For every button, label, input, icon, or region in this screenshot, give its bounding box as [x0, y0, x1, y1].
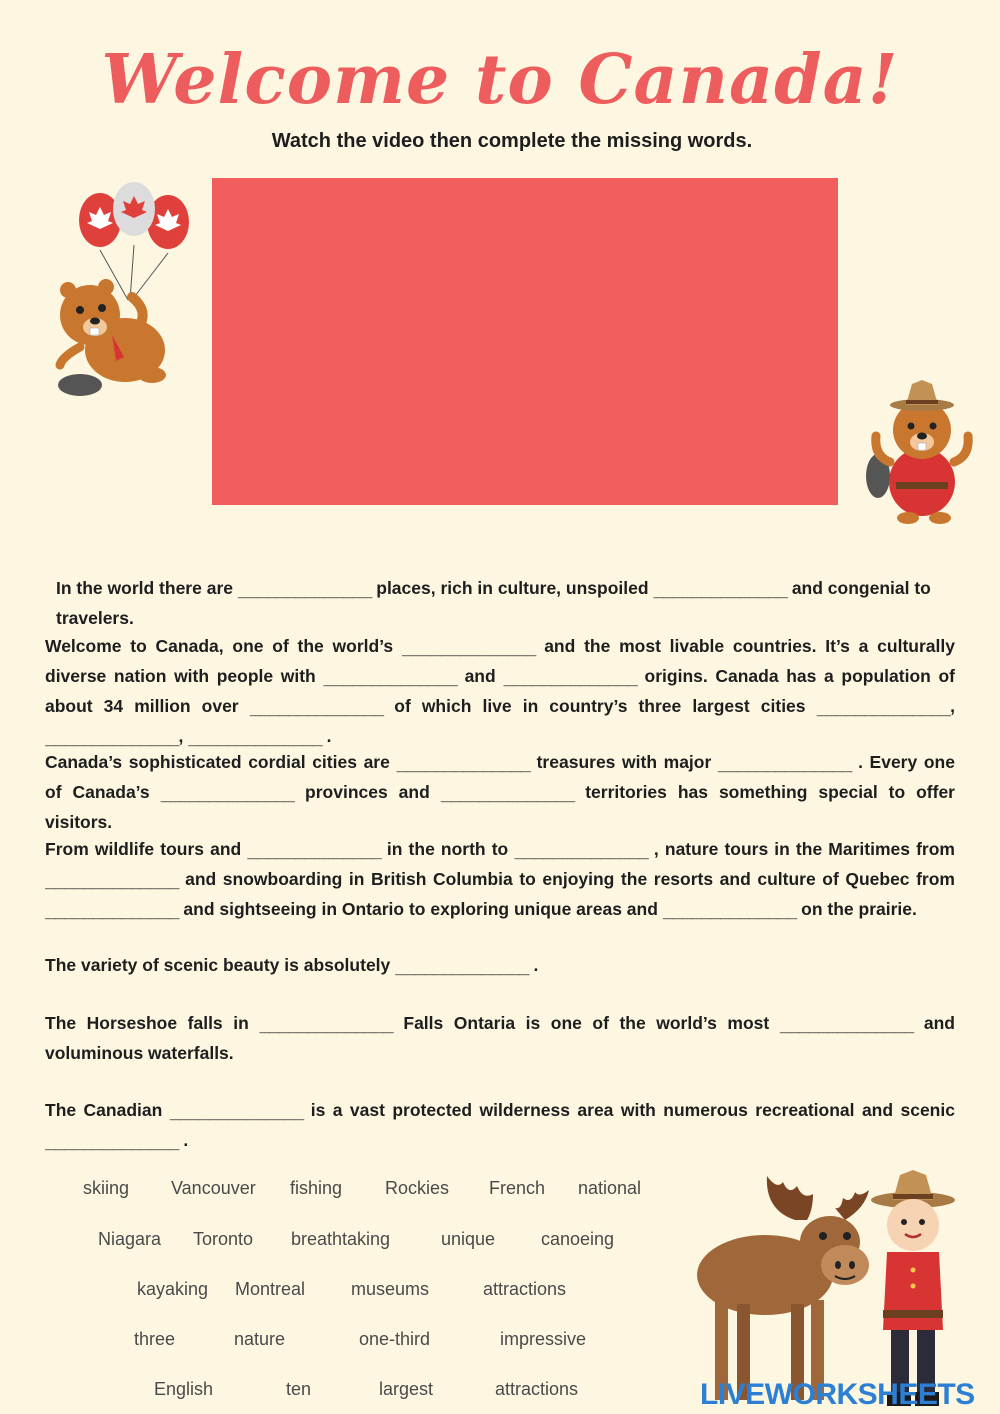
text: In the world there are [56, 578, 233, 598]
blank-3-2[interactable]: ______________ [717, 753, 852, 773]
word-bank-item[interactable]: kayaking [137, 1279, 209, 1299]
word-bank-item[interactable]: fishing [290, 1178, 343, 1198]
text: From wildlife tours and [45, 839, 242, 859]
text: The Canadian [45, 1100, 163, 1120]
word-bank-item[interactable]: ten [286, 1379, 312, 1399]
text: . [326, 726, 332, 746]
text: on the prairie. [801, 899, 917, 919]
page-title: Welcome to Canada! [101, 40, 899, 120]
paragraph-4 [45, 835, 955, 925]
blank-4-3[interactable]: ______________ [45, 870, 179, 890]
blank-3-3[interactable]: ______________ [160, 783, 295, 803]
video-player[interactable] [212, 178, 838, 505]
blank-6-2[interactable]: ______________ [779, 1014, 914, 1034]
blank-2-1[interactable]: ______________ [401, 637, 536, 657]
word-bank-item[interactable]: Toronto [193, 1229, 254, 1249]
beaver-ranger-illustration [860, 378, 980, 526]
paragraph-6 [45, 1009, 955, 1068]
blank-2-4[interactable]: ______________ [249, 697, 384, 717]
text: and [464, 666, 496, 686]
text: Welcome to Canada, one of the world’s [45, 636, 394, 656]
word-bank-item[interactable]: impressive [500, 1329, 587, 1349]
word-bank-item[interactable]: attractions [495, 1379, 579, 1399]
word-bank-item[interactable]: Rockies [385, 1178, 450, 1198]
paragraph-2 [45, 632, 955, 752]
beaver-balloons-illustration [40, 175, 190, 405]
blank-3-1[interactable]: ______________ [396, 753, 530, 773]
blank-3-4[interactable]: ______________ [440, 783, 575, 803]
blank-4-4[interactable]: ______________ [45, 900, 179, 920]
paragraph-3 [45, 748, 955, 837]
text: territories has something special to offer visitors. [45, 782, 955, 832]
text: and the most livable countries. It’s a culturally diverse nation with people with [45, 636, 955, 686]
blank-2-3[interactable]: ______________ [503, 667, 637, 687]
text: . [533, 955, 539, 975]
text: is a vast protected wilderness area with numerous recreational and scenic [310, 1100, 955, 1120]
text: and snowboarding in British Columbia to enjoying the resorts and culture of Quebec from [185, 869, 955, 889]
text: and sightseeing in Ontario to exploring unique areas and [183, 899, 658, 919]
word-bank-item[interactable]: nature [234, 1329, 286, 1349]
instructions: Watch the video then complete the missing words. [271, 130, 753, 152]
text: and voluminous waterfalls. [45, 1013, 955, 1063]
blank-2-5[interactable]: ______________ [816, 697, 951, 717]
text: , nature tours in the Maritimes from [653, 839, 955, 859]
text: treasures with major [536, 752, 712, 772]
blank-4-2[interactable]: ______________ [514, 840, 648, 860]
word-bank-item[interactable]: attractions [483, 1279, 567, 1299]
paragraph-5 [45, 951, 955, 981]
paragraph-7 [45, 1096, 955, 1156]
blank-7-1[interactable]: ______________ [169, 1101, 304, 1121]
text: and congenial to travelers. [56, 578, 931, 628]
text: Canada’s sophisticated cordial cities are [45, 752, 390, 772]
blank-2-7[interactable]: ______________ [188, 727, 322, 747]
word-bank-item[interactable]: canoeing [541, 1229, 615, 1249]
word-bank-item[interactable]: breathtaking [291, 1229, 391, 1249]
word-bank-item[interactable]: largest [379, 1379, 434, 1399]
word-bank-item[interactable]: French [489, 1178, 546, 1198]
blank-2-6[interactable]: ______________ [45, 727, 179, 747]
blank-1-1[interactable]: ______________ [237, 579, 372, 599]
liveworksheets-logo: LIVEWORKSHEETS [700, 1378, 975, 1411]
blank-6-1[interactable]: ______________ [259, 1014, 393, 1034]
word-bank-item[interactable]: Niagara [98, 1229, 162, 1249]
blank-2-2[interactable]: ______________ [323, 667, 457, 687]
text: places, rich in culture, unspoiled [376, 578, 649, 598]
word-bank-item[interactable]: one-third [359, 1329, 431, 1349]
word-bank-item[interactable]: Montreal [235, 1279, 306, 1299]
word-bank-item[interactable]: national [578, 1178, 642, 1198]
word-bank-item[interactable]: three [134, 1329, 176, 1349]
text: provinces and [305, 782, 430, 802]
text: . [183, 1130, 189, 1150]
blank-4-1[interactable]: ______________ [247, 840, 381, 860]
word-bank-item[interactable]: English [154, 1379, 214, 1399]
text: of which live in country’s three largest cities [394, 696, 806, 716]
word-bank-item[interactable]: skiing [83, 1178, 130, 1198]
text: The Horseshoe falls in [45, 1013, 249, 1033]
blank-7-2[interactable]: ______________ [45, 1131, 179, 1151]
text: Falls Ontaria is one of the world’s most [403, 1013, 770, 1033]
text: The variety of scenic beauty is absolutely [45, 955, 391, 975]
text: , [178, 726, 184, 746]
text: . Every one of Canada’s [45, 752, 955, 802]
paragraph-1 [56, 574, 955, 633]
blank-1-2[interactable]: ______________ [653, 579, 787, 599]
word-bank-item[interactable]: Vancouver [171, 1178, 256, 1198]
word-bank-item[interactable]: unique [441, 1229, 496, 1249]
text: in the north to [386, 839, 509, 859]
word-bank-item[interactable]: museums [351, 1279, 430, 1299]
blank-5-1[interactable]: ______________ [395, 956, 529, 976]
blank-4-5[interactable]: ______________ [662, 900, 797, 920]
text: origins. Canada has a population of about 34 million over [45, 666, 955, 716]
text: , [950, 696, 955, 716]
